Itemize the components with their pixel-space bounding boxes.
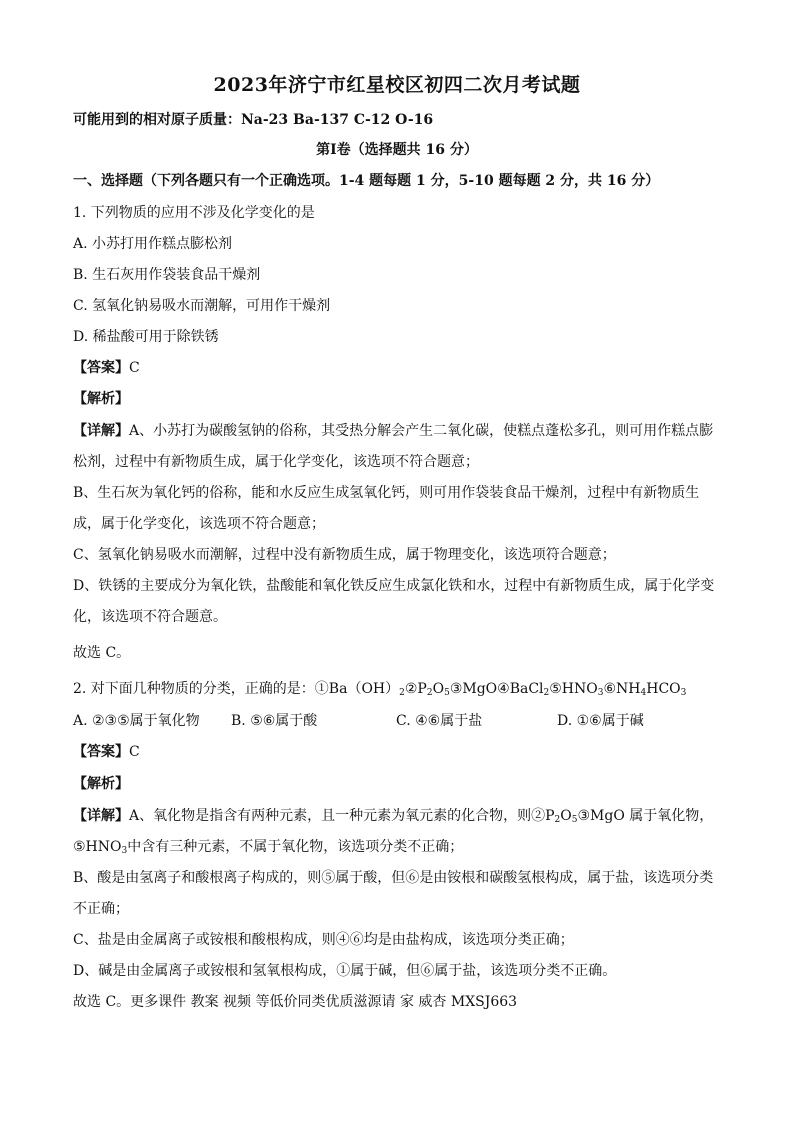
q1-answer-tag: 【答案】 xyxy=(73,360,129,376)
q1-detail-line-1: 【详解】A、小苏打为碳酸氢钠的俗称，其受热分解会产生二氧化碳，使糕点蓬松多孔，则可用作糕点膨 xyxy=(73,423,714,439)
q1-option-b: B. 生石灰用作袋装食品干燥剂 xyxy=(73,267,261,283)
q2-detail-c: C、盐是由金属离子或铵根和酸根构成，则④⑥均是由盐构成，该选项分类正确； xyxy=(73,932,574,948)
q1-conclusion: 故选 C。 xyxy=(73,645,131,661)
q2-answer xyxy=(73,742,140,762)
q1-detail-tag: 【详解】 xyxy=(73,423,129,439)
q2-answer-value: C xyxy=(129,744,140,760)
q1-option-c: C. 氢氧化钠易吸水而潮解，可用作干燥剂 xyxy=(73,298,331,314)
q2-stem: 2. 对下面几种物质的分类，正确的是：$①Ba(OH)_2②P_2O_5③MgO④BaCl_2⑤HNO_3⑥NH_4HCO_3$ xyxy=(73,681,687,698)
q1-answer-value: C xyxy=(129,360,140,376)
q2-detail-a-line-2: $⑤HNO_3$中含有三种元素，不属于氧化物，该选项分类不正确； xyxy=(73,839,464,856)
q2-detail-b-line-2: 不正确； xyxy=(73,901,129,917)
q1-detail-line-6: D、铁锈的主要成分为氧化铁，盐酸能和氧化铁反应生成氯化铁和水，过程中有新物质生成，属于化学变 xyxy=(73,578,715,594)
q2-detail-b-line-1: B、酸是由氢离子和酸根离子构成的，则⑤属于酸，但⑥是由铵根和碳酸氢根构成，属于盐，该选项分类 xyxy=(73,870,714,886)
q2-detail-tag: 【详解】 xyxy=(73,808,129,824)
q2-detail-d: D、碱是由金属离子或铵根和氢氧根构成，①属于碱，但⑥属于盐，该选项分类不正确。 xyxy=(73,963,617,979)
page-title: 2023年济宁市红星校区初四二次月考试题 xyxy=(213,74,581,96)
q1-detail-line-7: 化，该选项不符合题意。 xyxy=(73,609,227,625)
atomic-mass-line: 可能用到的相对原子质量：Na-23 Ba-137 C-12 O-16 xyxy=(73,112,434,128)
q1-detail-line-2: 松剂，过程中有新物质生成，属于化学变化，该选项不符合题意； xyxy=(73,454,479,470)
q1-option-d: D. 稀盐酸可用于除铁锈 xyxy=(73,329,219,345)
q2-answer-tag: 【答案】 xyxy=(73,744,129,760)
q1-detail-line-5: C、氢氧化钠易吸水而潮解，过程中没有新物质生成，属于物理变化，该选项符合题意； xyxy=(73,547,616,563)
q1-detail-line-3: B、生石灰为氧化钙的俗称，能和水反应生成氢氧化钙，则可用作袋装食品干燥剂，过程中有新物质生 xyxy=(73,485,700,501)
q2-option-d: D. ①⑥属于碱 xyxy=(557,713,644,729)
q1-analysis-tag: 【解析】 xyxy=(73,391,129,407)
q1-detail-line-4: 成，属于化学变化，该选项不符合题意； xyxy=(73,516,325,532)
q2-analysis-tag: 【解析】 xyxy=(73,776,129,792)
volume-title: 第Ⅰ卷（选择题共 16 分） xyxy=(316,142,478,158)
q2-conclusion: 故选 C。更多课件 教案 视频 等低价同类优质滋源请 家 威杏 MXSJ663 xyxy=(73,994,518,1010)
q2-detail-a-line-1: 【详解】A、氧化物是指含有两种元素，且一种元素为氧元素的化合物，则$②P_2O_5③MgO$ 属于氧化物， xyxy=(73,808,714,825)
q1-answer xyxy=(73,358,140,378)
q1-option-a: A. 小苏打用作糕点膨松剂 xyxy=(73,236,233,252)
section-title: 一、选择题（下列各题只有一个正确选项。1-4 题每题 1 分，5-10 题每题 2 分，共 16 分） xyxy=(73,173,660,189)
q2-option-a: A. ②③⑤属于氧化物 xyxy=(73,713,200,729)
q1-stem: 1. 下列物质的应用不涉及化学变化的是 xyxy=(73,205,315,221)
q2-option-c: C. ④⑥属于盐 xyxy=(396,713,483,729)
q2-option-b: B. ⑤⑥属于酸 xyxy=(231,713,318,729)
